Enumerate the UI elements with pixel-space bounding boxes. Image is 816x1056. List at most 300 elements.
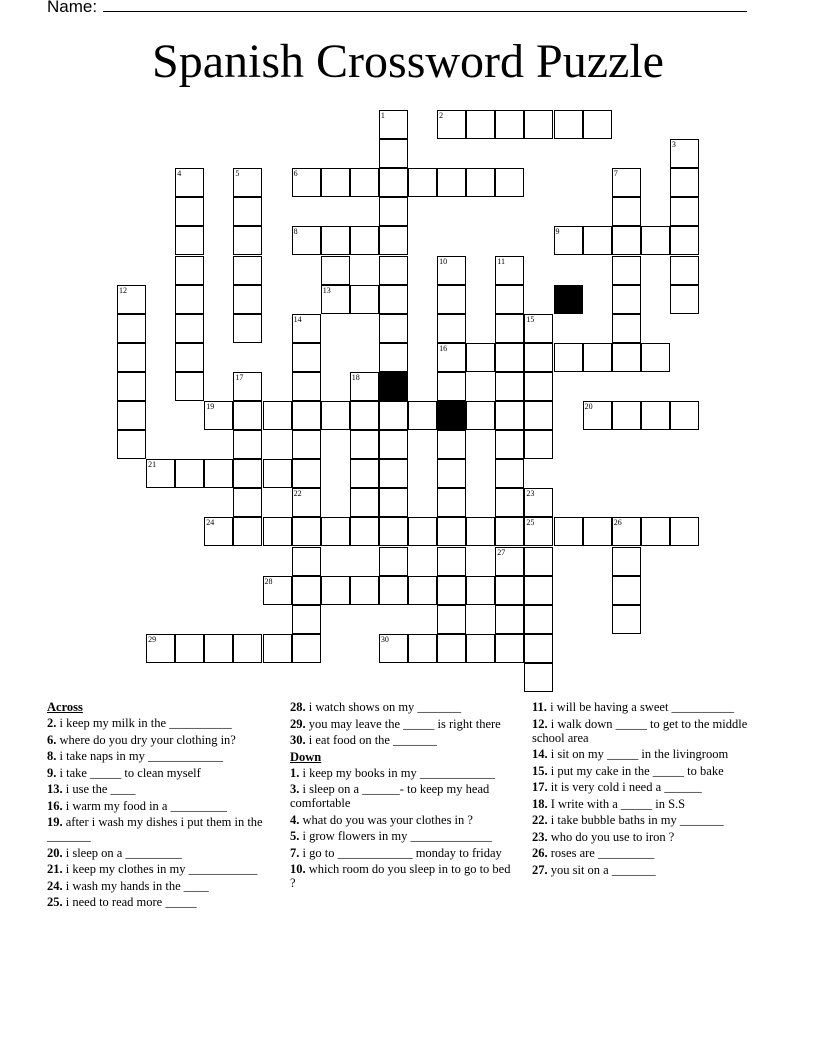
grid-cell[interactable] (583, 343, 612, 372)
grid-cell[interactable] (437, 634, 466, 663)
grid-cell[interactable] (292, 459, 321, 488)
grid-cell[interactable] (379, 634, 408, 663)
grid-cell[interactable] (379, 488, 408, 517)
clue-number-label: 3. (290, 782, 300, 796)
clue-number: 17 (235, 372, 244, 382)
clue-item (532, 700, 757, 714)
grid-cell[interactable] (495, 110, 524, 139)
grid-cell[interactable] (292, 517, 321, 546)
clue-text: i take naps in my ____________ (56, 749, 224, 763)
grid-cell[interactable] (350, 372, 379, 401)
grid-cell[interactable] (554, 517, 583, 546)
clue-text: who do you use to iron ? (547, 829, 675, 844)
clue-text: i take bubble baths in my _______ (547, 813, 724, 827)
grid-cell[interactable] (437, 459, 466, 488)
clue-number: 5 (235, 169, 240, 179)
grid-cell[interactable] (524, 372, 553, 401)
clue-number: 20 (584, 402, 593, 411)
grid-cell[interactable] (292, 168, 321, 197)
grid-cell[interactable] (408, 401, 437, 430)
grid-cell[interactable] (495, 547, 524, 576)
blocked-cell (554, 285, 583, 314)
clue-number-label: 18. (532, 796, 548, 811)
grid-cell[interactable] (641, 401, 670, 430)
clue-number-label: 7. (290, 845, 300, 860)
clue-item (290, 862, 515, 890)
grid-cell[interactable] (408, 576, 437, 605)
grid-cell[interactable] (612, 343, 641, 372)
grid-cell[interactable] (233, 256, 262, 285)
grid-cell[interactable] (263, 576, 292, 605)
grid-cell[interactable] (204, 634, 233, 663)
grid-cell[interactable] (263, 517, 292, 546)
grid-cell[interactable] (612, 226, 641, 255)
grid-cell[interactable] (524, 343, 553, 372)
grid-cell[interactable] (379, 197, 408, 226)
grid-cell[interactable] (175, 343, 204, 372)
grid-cell[interactable] (670, 139, 699, 168)
grid-cell[interactable] (379, 343, 408, 372)
clue-text: i keep my milk in the __________ (56, 716, 232, 730)
clue-text: i put my cake in the _____ to bake (547, 763, 724, 778)
grid-cell[interactable] (554, 110, 583, 139)
grid-cell[interactable] (379, 226, 408, 255)
grid-cell[interactable] (350, 517, 379, 546)
page-title: Spanish Crossword Puzzle (152, 35, 664, 88)
clue-item (532, 830, 757, 844)
grid-cell[interactable] (379, 110, 408, 139)
grid-cell[interactable] (292, 226, 321, 255)
clue-number: 21 (148, 460, 157, 470)
grid-cell[interactable] (437, 576, 466, 605)
grid-cell[interactable] (524, 634, 553, 663)
grid-cell[interactable] (321, 517, 350, 546)
clue-item (532, 846, 757, 860)
clue-number: 11 (497, 256, 505, 266)
grid-cell[interactable] (524, 110, 553, 139)
grid-cell[interactable] (233, 517, 262, 546)
grid-cell[interactable] (175, 168, 204, 197)
clue-item (47, 749, 272, 763)
grid-cell[interactable] (175, 256, 204, 285)
grid-cell[interactable] (495, 372, 524, 401)
grid-cell[interactable] (554, 226, 583, 255)
grid-cell[interactable] (583, 517, 612, 546)
grid-cell[interactable] (175, 459, 204, 488)
grid-cell[interactable] (379, 517, 408, 546)
clue-number: 6 (293, 169, 298, 179)
grid-cell[interactable] (233, 634, 262, 663)
clue-number-label: 1. (290, 765, 300, 780)
clue-item (290, 813, 515, 827)
grid-cell[interactable] (146, 459, 175, 488)
clue-text: i keep my books in my ____________ (299, 765, 495, 780)
grid-cell[interactable] (233, 285, 262, 314)
clue-text: i warm my food in a _________ (62, 798, 227, 813)
grid-cell[interactable] (437, 343, 466, 372)
grid-cell[interactable] (524, 576, 553, 605)
grid-cell[interactable] (670, 197, 699, 226)
clue-number: 7 (613, 169, 618, 179)
clue-text: after i wash my dishes i put them in the _______ (47, 815, 263, 843)
clue-item (290, 700, 515, 714)
grid-cell[interactable] (495, 168, 524, 197)
grid-cell[interactable] (233, 430, 262, 459)
grid-cell[interactable] (437, 168, 466, 197)
clue-text: I write with a _____ in S.S (547, 796, 686, 811)
grid-cell[interactable] (350, 285, 379, 314)
grid-cell[interactable] (524, 314, 553, 343)
clue-number-label: 29. (290, 716, 306, 731)
clue-number-label: 26. (532, 846, 548, 860)
grid-cell[interactable] (117, 343, 146, 372)
clue-item (290, 733, 515, 747)
grid-cell[interactable] (117, 285, 146, 314)
clue-number: 19 (206, 402, 215, 411)
grid-cell[interactable] (554, 343, 583, 372)
clue-text: i sleep on a _________ (62, 845, 182, 860)
clues-column-1 (47, 700, 272, 912)
grid-cell[interactable] (670, 285, 699, 314)
clue-text: i sleep on a ______- to keep my head comfortable (290, 782, 490, 810)
grid-cell[interactable] (495, 430, 524, 459)
grid-cell[interactable] (204, 401, 233, 430)
clue-item (47, 733, 272, 747)
clue-number: 24 (206, 518, 215, 528)
grid-cell[interactable] (175, 372, 204, 401)
clue-number: 28 (264, 576, 273, 586)
clue-number: 23 (526, 489, 535, 499)
grid-cell[interactable] (146, 634, 175, 663)
grid-cell[interactable] (495, 605, 524, 634)
grid-cell[interactable] (495, 459, 524, 488)
grid-cell[interactable] (612, 576, 641, 605)
grid-cell[interactable] (437, 430, 466, 459)
clue-number: 14 (293, 314, 302, 324)
grid-cell[interactable] (612, 547, 641, 576)
clues-column-2 (290, 700, 515, 893)
clue-number-label: 21. (47, 862, 63, 876)
clue-number-label: 24. (47, 878, 63, 893)
clue-item (290, 846, 515, 860)
grid-cell[interactable] (292, 401, 321, 430)
grid-cell[interactable] (466, 168, 495, 197)
clue-number-label: 30. (290, 733, 306, 747)
clue-item (290, 717, 515, 731)
clue-item (47, 716, 272, 730)
grid-cell[interactable] (350, 226, 379, 255)
clue-text: i go to ____________ monday to friday (299, 845, 502, 860)
clue-number: 12 (119, 285, 127, 295)
clue-number-label: 28. (290, 700, 306, 714)
clue-number: 27 (497, 547, 506, 557)
clue-number-label: 13. (47, 782, 63, 796)
grid-cell[interactable] (495, 401, 524, 430)
clue-number: 9 (555, 227, 560, 237)
clue-text: i use the ____ (62, 782, 136, 796)
grid-cell[interactable] (583, 110, 612, 139)
grid-cell[interactable] (350, 459, 379, 488)
grid-cell[interactable] (350, 401, 379, 430)
clue-item (47, 799, 272, 813)
grid-cell[interactable] (524, 517, 553, 546)
grid-cell[interactable] (292, 372, 321, 401)
clue-item (47, 879, 272, 893)
grid-cell[interactable] (263, 634, 292, 663)
grid-cell[interactable] (204, 517, 233, 546)
grid-cell[interactable] (292, 547, 321, 576)
grid-cell[interactable] (495, 517, 524, 546)
grid-cell[interactable] (466, 517, 495, 546)
grid-cell[interactable] (670, 226, 699, 255)
grid-cell[interactable] (292, 430, 321, 459)
across-heading: Across (47, 700, 83, 714)
clue-text: i will be having a sweet __________ (546, 700, 735, 714)
clue-number-label: 11. (532, 700, 547, 714)
clue-number: 8 (293, 227, 298, 237)
grid-cell[interactable] (321, 401, 350, 430)
grid-cell[interactable] (117, 372, 146, 401)
grid-cell[interactable] (641, 517, 670, 546)
clue-text: i wash my hands in the ____ (62, 878, 209, 893)
grid-cell[interactable] (117, 401, 146, 430)
grid-cell[interactable] (263, 401, 292, 430)
grid-cell[interactable] (175, 197, 204, 226)
grid-cell[interactable] (292, 605, 321, 634)
grid-cell[interactable] (437, 314, 466, 343)
grid-cell[interactable] (350, 168, 379, 197)
grid-cell[interactable] (321, 226, 350, 255)
clue-number: 4 (177, 169, 182, 179)
grid-cell[interactable] (495, 576, 524, 605)
grid-cell[interactable] (379, 314, 408, 343)
grid-cell[interactable] (466, 343, 495, 372)
clue-number: 22 (293, 489, 302, 499)
grid-cell[interactable] (495, 256, 524, 285)
clue-text: you sit on a _______ (547, 862, 656, 877)
grid-cell[interactable] (670, 401, 699, 430)
clue-item (532, 863, 757, 877)
clue-item (47, 862, 272, 876)
grid-cell[interactable] (292, 576, 321, 605)
grid-cell[interactable] (175, 285, 204, 314)
grid-cell[interactable] (379, 459, 408, 488)
grid-cell[interactable] (670, 256, 699, 285)
grid-cell[interactable] (233, 372, 262, 401)
clue-number-label: 4. (290, 812, 300, 827)
clue-text: i need to read more _____ (62, 895, 197, 909)
grid-cell[interactable] (292, 488, 321, 517)
clue-number-label: 12. (532, 716, 548, 731)
clue-number-label: 8. (47, 749, 57, 763)
clue-number-label: 20. (47, 845, 63, 860)
clue-item (532, 797, 757, 811)
grid-cell[interactable] (437, 547, 466, 576)
clue-item (47, 895, 272, 909)
clue-item (290, 782, 515, 810)
clue-item (47, 815, 272, 843)
grid-cell[interactable] (233, 401, 262, 430)
grid-cell[interactable] (175, 226, 204, 255)
grid-cell[interactable] (583, 226, 612, 255)
clue-number: 2 (439, 111, 444, 120)
clue-number-label: 16. (47, 798, 63, 813)
clue-number: 1 (380, 111, 385, 120)
grid-cell[interactable] (495, 343, 524, 372)
grid-cell[interactable] (379, 576, 408, 605)
grid-cell[interactable] (233, 488, 262, 517)
grid-cell[interactable] (379, 285, 408, 314)
grid-cell[interactable] (379, 256, 408, 285)
grid-cell[interactable] (495, 314, 524, 343)
clue-text: i grow flowers in my _____________ (299, 829, 492, 843)
grid-cell[interactable] (408, 168, 437, 197)
grid-cell[interactable] (437, 285, 466, 314)
grid-cell[interactable] (612, 314, 641, 343)
grid-cell[interactable] (495, 285, 524, 314)
clue-item (290, 829, 515, 843)
grid-cell[interactable] (437, 605, 466, 634)
clue-number-label: 15. (532, 763, 548, 778)
clue-number: 10 (439, 256, 448, 266)
grid-cell[interactable] (641, 226, 670, 255)
grid-cell[interactable] (117, 430, 146, 459)
clue-number: 18 (351, 372, 360, 382)
grid-cell[interactable] (524, 663, 553, 692)
clue-text: you may leave the _____ is right there (305, 716, 501, 731)
grid-cell[interactable] (379, 401, 408, 430)
grid-cell[interactable] (292, 634, 321, 663)
grid-cell[interactable] (670, 517, 699, 546)
grid-cell[interactable] (437, 517, 466, 546)
grid-cell[interactable] (466, 110, 495, 139)
grid-cell[interactable] (495, 488, 524, 517)
grid-cell[interactable] (233, 197, 262, 226)
name-label: Name: (47, 0, 98, 16)
clue-number-label: 5. (290, 829, 300, 843)
grid-cell[interactable] (466, 634, 495, 663)
grid-cell[interactable] (408, 634, 437, 663)
clue-number-label: 23. (532, 829, 548, 844)
grid-cell[interactable] (175, 634, 204, 663)
blocked-cell (379, 372, 408, 401)
down-heading: Down (290, 749, 322, 764)
blocked-cell (437, 401, 466, 430)
clue-text: where do you dry your clothing in? (56, 732, 236, 747)
grid-cell[interactable] (612, 256, 641, 285)
clue-item (290, 766, 515, 780)
grid-cell[interactable] (524, 430, 553, 459)
grid-cell[interactable] (233, 459, 262, 488)
clue-number-label: 9. (47, 765, 57, 780)
grid-cell[interactable] (583, 401, 612, 430)
clue-number: 26 (613, 518, 622, 528)
grid-cell[interactable] (612, 605, 641, 634)
clue-text: i take _____ to clean myself (56, 765, 201, 780)
clue-number: 29 (148, 634, 157, 644)
grid-cell[interactable] (437, 110, 466, 139)
grid-cell[interactable] (204, 459, 233, 488)
clue-number-label: 22. (532, 813, 548, 827)
clue-text: what do you was your clothes in ? (299, 812, 473, 827)
grid-cell[interactable] (233, 314, 262, 343)
grid-cell[interactable] (292, 314, 321, 343)
grid-cell[interactable] (437, 256, 466, 285)
clue-number-label: 2. (47, 716, 57, 730)
clue-number: 15 (526, 314, 535, 324)
grid-cell[interactable] (466, 401, 495, 430)
clue-item (532, 747, 757, 761)
grid-cell[interactable] (437, 372, 466, 401)
grid-cell[interactable] (321, 576, 350, 605)
grid-cell[interactable] (670, 168, 699, 197)
clue-number-label: 17. (532, 780, 548, 794)
grid-cell[interactable] (350, 430, 379, 459)
grid-cell[interactable] (321, 256, 350, 285)
grid-cell[interactable] (379, 430, 408, 459)
grid-cell[interactable] (612, 168, 641, 197)
grid-cell[interactable] (612, 285, 641, 314)
grid-cell[interactable] (612, 401, 641, 430)
grid-cell[interactable] (117, 314, 146, 343)
grid-cell[interactable] (466, 576, 495, 605)
clue-text: it is very cold i need a ______ (547, 780, 702, 794)
clue-item (532, 764, 757, 778)
grid-cell[interactable] (379, 168, 408, 197)
grid-cell[interactable] (524, 605, 553, 634)
grid-cell[interactable] (495, 634, 524, 663)
clue-text: i keep my clothes in my ___________ (62, 862, 258, 876)
grid-cell[interactable] (437, 488, 466, 517)
grid-cell[interactable] (524, 547, 553, 576)
clue-number: 3 (671, 140, 676, 150)
clue-item (47, 782, 272, 796)
grid-cell[interactable] (233, 226, 262, 255)
grid-cell[interactable] (292, 343, 321, 372)
clue-number: 13 (322, 285, 331, 295)
clue-number: 16 (439, 343, 448, 353)
grid-cell[interactable] (524, 401, 553, 430)
clue-text: roses are _________ (547, 846, 655, 860)
grid-cell[interactable] (612, 517, 641, 546)
grid-cell[interactable] (175, 314, 204, 343)
clue-number-label: 10. (290, 862, 306, 876)
clue-number-label: 19. (47, 815, 63, 829)
grid-cell[interactable] (379, 547, 408, 576)
clue-text: i eat food on the _______ (305, 733, 437, 747)
grid-cell[interactable] (612, 197, 641, 226)
clue-number: 25 (526, 518, 535, 528)
grid-cell[interactable] (321, 168, 350, 197)
grid-cell[interactable] (263, 459, 292, 488)
grid-cell[interactable] (350, 576, 379, 605)
clue-item (532, 780, 757, 794)
clue-item (532, 813, 757, 827)
clue-text: i walk down _____ to get to the middle school area (532, 716, 748, 745)
grid-cell[interactable] (408, 517, 437, 546)
clue-item (47, 846, 272, 860)
grid-cell[interactable] (233, 168, 262, 197)
grid-cell[interactable] (524, 488, 553, 517)
grid-cell[interactable] (321, 285, 350, 314)
grid-cell[interactable] (379, 139, 408, 168)
clue-number-label: 6. (47, 732, 57, 747)
clue-number: 30 (380, 634, 389, 644)
clue-text: i watch shows on my _______ (305, 700, 462, 714)
grid-cell[interactable] (350, 488, 379, 517)
grid-cell[interactable] (641, 343, 670, 372)
clue-item (47, 766, 272, 780)
